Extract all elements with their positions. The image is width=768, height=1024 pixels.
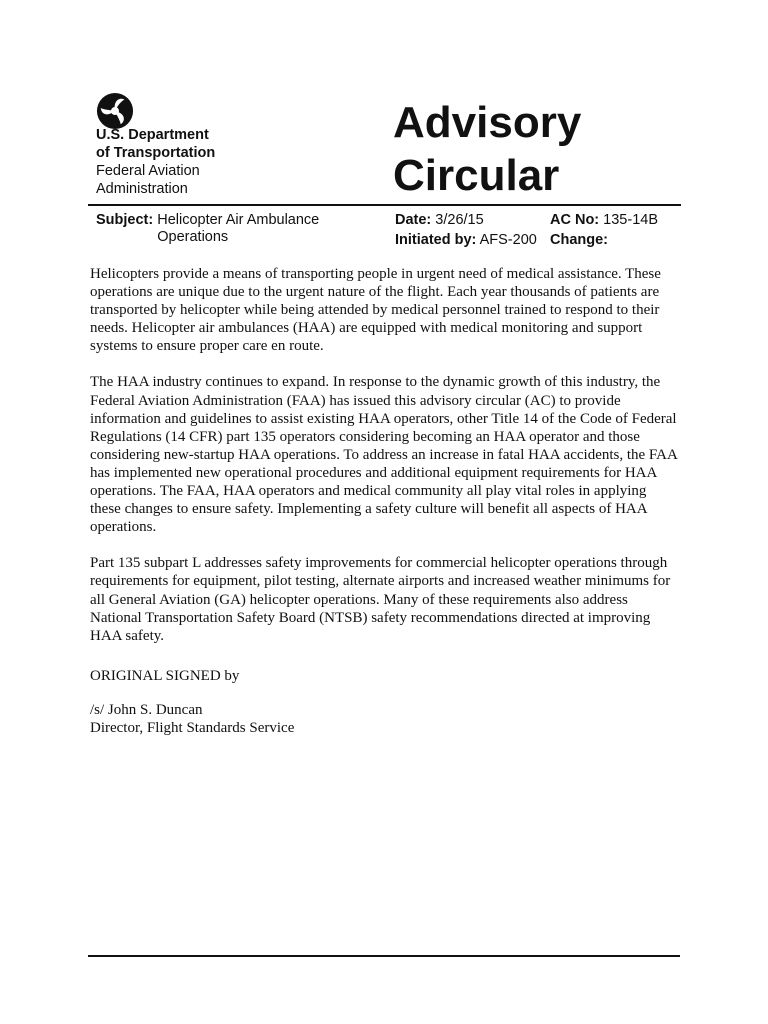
subject-value — [157, 212, 319, 246]
header-divider — [88, 204, 681, 206]
subject-line-1: Helicopter Air Ambulance — [157, 212, 320, 228]
change-field — [550, 232, 608, 249]
body-text — [90, 265, 680, 663]
date-label: Date: — [395, 212, 432, 228]
initiated-value: AFS-200 — [479, 232, 537, 248]
subject-label: Subject: — [96, 212, 154, 228]
department-block — [96, 126, 215, 198]
agency-line-1: Federal Aviation — [96, 163, 200, 179]
signer-title: Director, Flight Standards Service — [90, 720, 295, 736]
document-title — [393, 96, 581, 202]
subject-field — [96, 212, 319, 246]
ac-number-field — [550, 212, 658, 229]
date-value: 3/26/15 — [435, 212, 484, 228]
body-paragraph-1: Helicopters provide a means of transporting people in urgent need of medical assistance. These operations are unique due to the urgent nature of the flight. Each year thousands of patients are transported by helicopter while being attended by medical personnel trained to respond to their needs. Helicopter air ambulances (HAA) are equipped with medical monitoring and support systems to ensure proper care en route. — [90, 266, 661, 355]
ac-no-label: AC No: — [550, 212, 600, 228]
body-paragraph-3: Part 135 subpart L addresses safety improvements for commercial helicopter operations through requirements for equipment, pilot testing, alternate airports and increased weather minimums for all General Aviation (GA) helicopter operations. Many of these requirements also address National Transportation Safety Board (NTSB) safety recommendations directed at improving HAA safety. — [90, 555, 671, 644]
department-line-2: of Transportation — [96, 145, 216, 161]
ac-no-value: 135-14B — [603, 212, 658, 228]
title-line-2: Circular — [393, 151, 560, 200]
body-paragraph-2: The HAA industry continues to expand. In response to the dynamic growth of this industry, the Federal Aviation Administration (FAA) has issued this advisory circular (AC) to provide information and guidelines to assist existing HAA operators, other Title 14 of the Code of Federal Regulations (14 CFR) part 135 operators considering becoming an HAA operator and those considering new-startup HAA operations. To address an increase in fatal HAA accidents, the FAA has implemented new operational procedures and additional equipment requirements for HAA operations. The FAA, HAA operators and medical community all play vital roles in applying these changes to ensure safety. Implementing a safety culture will benefit all aspects of HAA operations. — [90, 374, 677, 536]
initiated-by-field — [395, 232, 537, 249]
signer-name: /s/ John S. Duncan — [90, 702, 203, 718]
change-label: Change: — [550, 232, 608, 248]
footer-divider — [88, 955, 680, 957]
dot-triskelion-logo-icon — [96, 92, 134, 130]
initiated-label: Initiated by: — [395, 232, 477, 248]
original-signed-line: ORIGINAL SIGNED by — [90, 668, 240, 684]
date-field — [395, 212, 484, 229]
subject-line-2: Operations — [157, 229, 229, 245]
agency-line-2: Administration — [96, 181, 188, 197]
title-line-1: Advisory — [393, 98, 582, 147]
department-line-1: U.S. Department — [96, 127, 209, 143]
